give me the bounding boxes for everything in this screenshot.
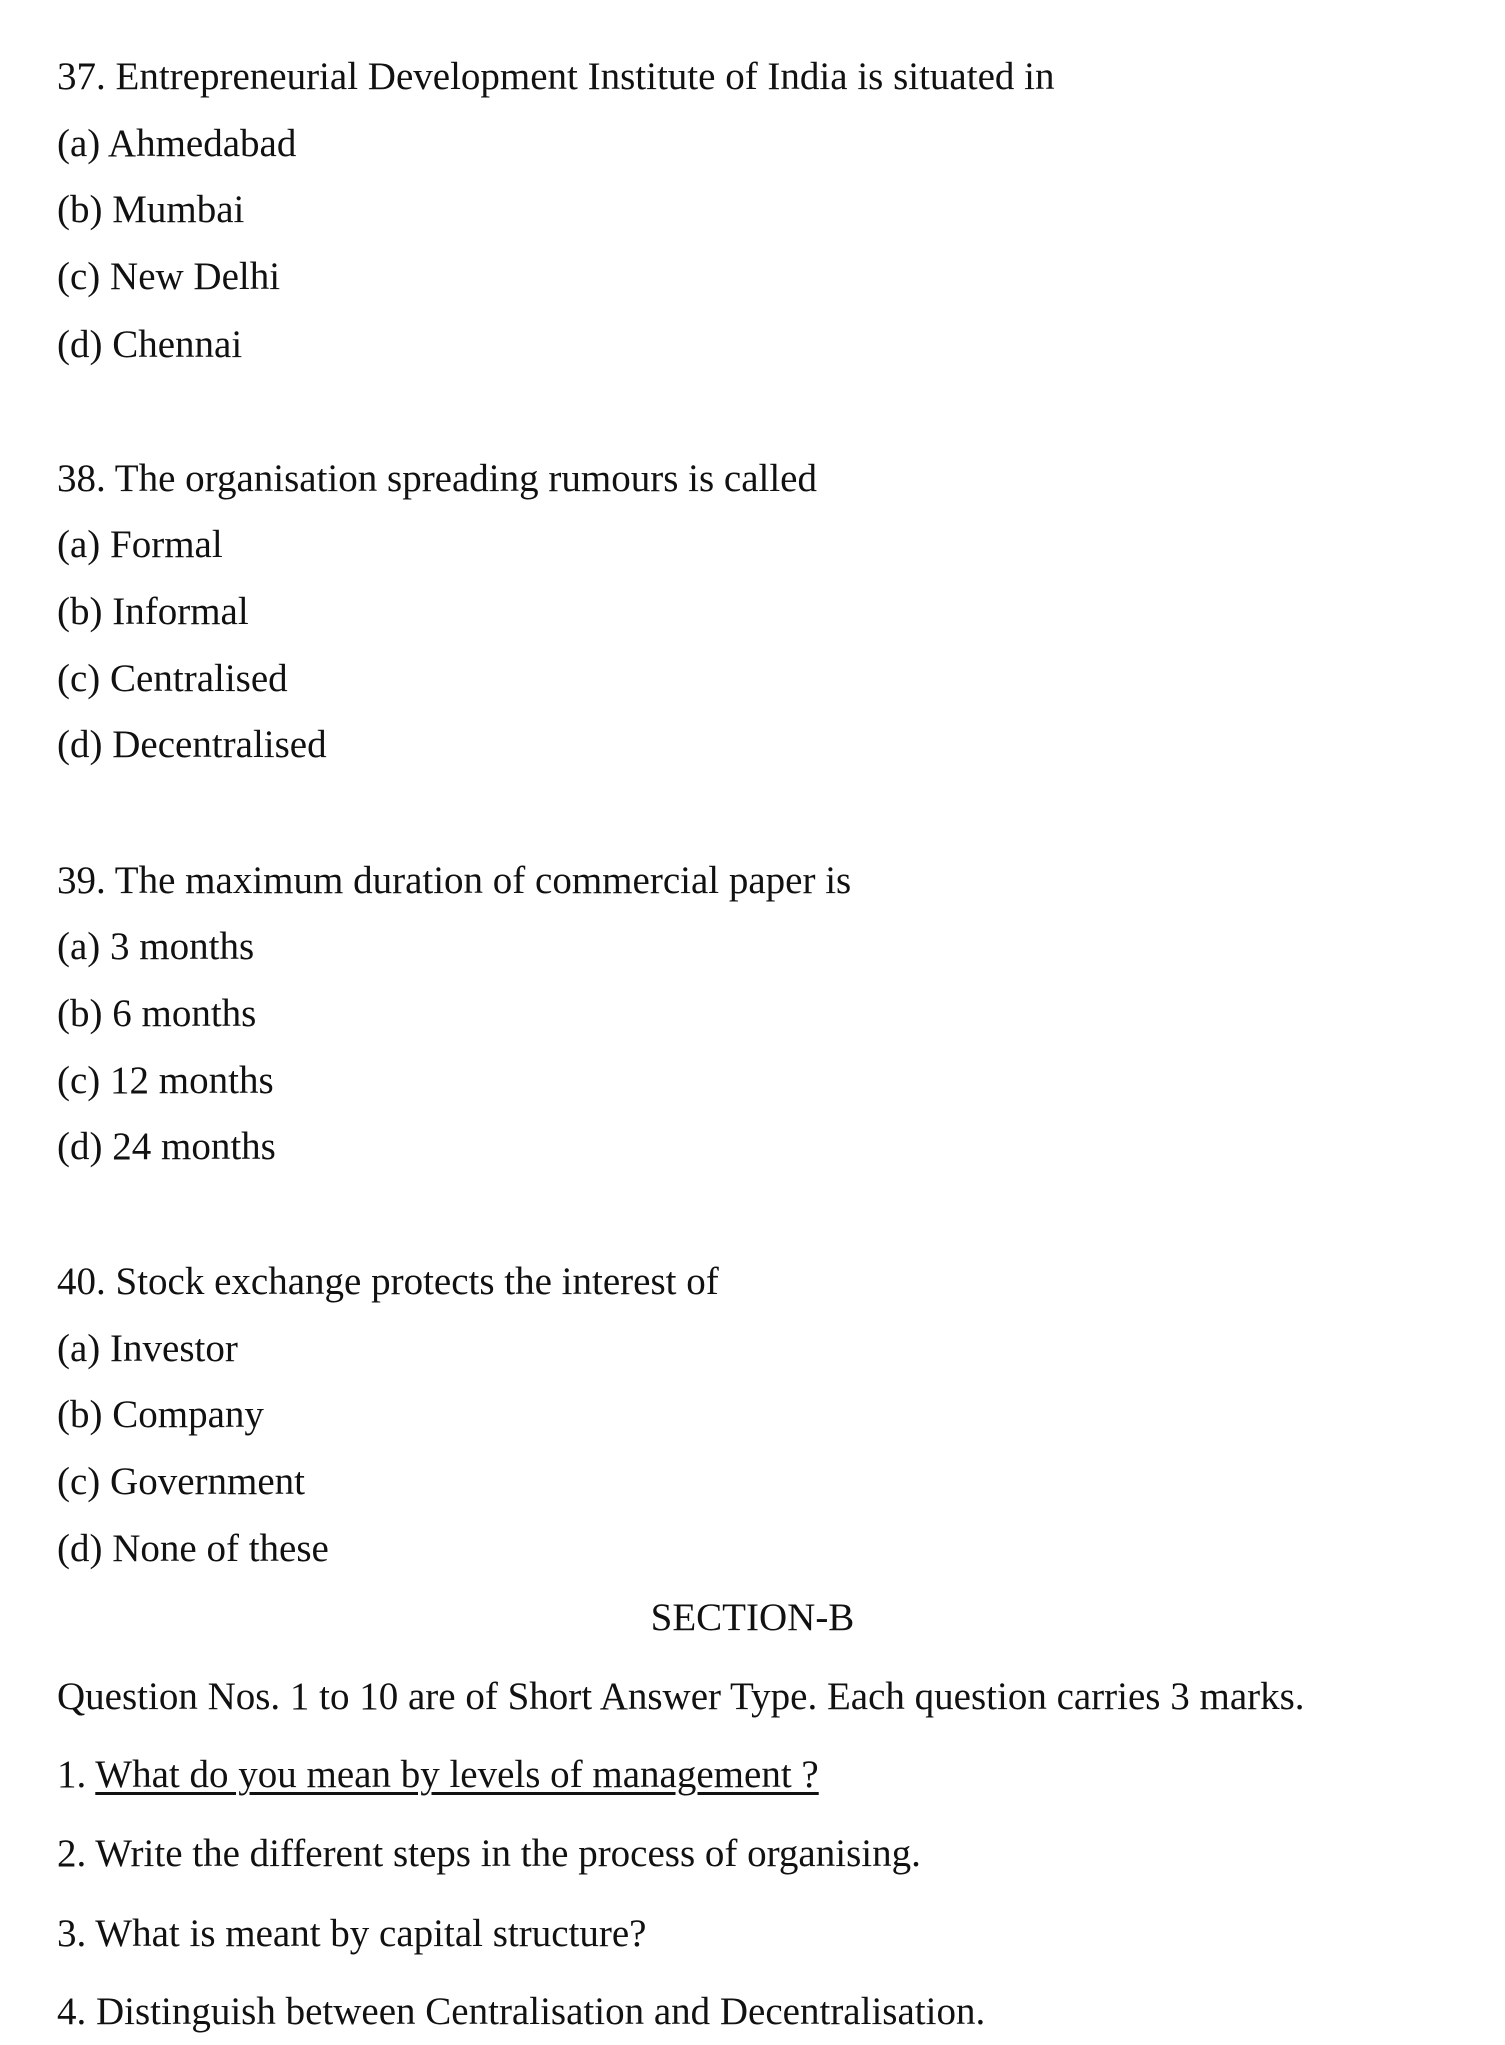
option-40-a xyxy=(57,1315,238,1382)
option-label: (b) xyxy=(57,992,103,1035)
option-text: 24 months xyxy=(112,1125,276,1168)
short-question-2 xyxy=(57,1820,921,1887)
question-text: Entrepreneurial Development Institute of India is situated in xyxy=(115,55,1055,98)
option-37-d xyxy=(57,311,242,378)
question-39 xyxy=(57,847,851,914)
option-label: (d) xyxy=(57,323,103,366)
section-b-instructions: Question Nos. 1 to 10 are of Short Answer Type. Each question carries 3 marks. xyxy=(57,1675,1305,1718)
question-number: 39. xyxy=(57,859,106,902)
option-40-d xyxy=(57,1515,329,1582)
option-text: Ahmedabad xyxy=(107,122,297,165)
option-text: Centralised xyxy=(110,657,288,700)
short-question-1 xyxy=(57,1741,819,1808)
option-text: Company xyxy=(112,1393,264,1436)
question-text: What do you mean by levels of management ? xyxy=(95,1753,819,1796)
option-text: 6 months xyxy=(112,992,257,1035)
option-37-c xyxy=(57,243,280,310)
option-38-d xyxy=(57,711,327,778)
option-label: (a) xyxy=(57,925,101,968)
short-question-3 xyxy=(57,1900,647,1967)
question-text: Distinguish between Centralisation and Decentralisation. xyxy=(96,1990,986,2033)
question-number: 40. xyxy=(57,1260,106,1303)
option-label: (b) xyxy=(57,188,103,231)
option-text: None of these xyxy=(112,1527,329,1570)
section-b-heading: SECTION-B xyxy=(650,1596,855,1639)
option-38-b xyxy=(57,578,249,645)
option-label: (b) xyxy=(57,590,103,633)
option-text: Chennai xyxy=(112,323,243,366)
option-40-b xyxy=(57,1381,264,1448)
option-39-a xyxy=(57,913,254,980)
question-number: 2. xyxy=(57,1832,87,1875)
option-39-d xyxy=(57,1113,276,1180)
option-37-a xyxy=(57,110,296,177)
question-number: 1. xyxy=(57,1753,87,1796)
question-number: 38. xyxy=(57,457,106,500)
question-37 xyxy=(57,43,1054,110)
question-text: Write the different steps in the process of organising. xyxy=(95,1832,921,1875)
option-label: (c) xyxy=(57,255,101,298)
option-label: (d) xyxy=(57,723,103,766)
question-40 xyxy=(57,1248,719,1315)
option-37-b xyxy=(57,176,244,243)
option-label: (b) xyxy=(57,1393,103,1436)
question-text: Stock exchange protects the interest of xyxy=(115,1260,719,1303)
option-text: 3 months xyxy=(110,925,255,968)
option-label: (c) xyxy=(57,1059,101,1102)
option-text: 12 months xyxy=(110,1059,274,1102)
option-label: (c) xyxy=(57,1460,101,1503)
option-label: (a) xyxy=(57,122,101,165)
question-text: The organisation spreading rumours is called xyxy=(114,457,817,500)
option-label: (a) xyxy=(57,1327,101,1370)
option-text: Formal xyxy=(110,523,223,566)
option-40-c xyxy=(57,1448,305,1515)
option-text: Investor xyxy=(110,1327,238,1370)
question-number: 37. xyxy=(57,55,106,98)
option-label: (d) xyxy=(57,1527,103,1570)
option-39-c xyxy=(57,1047,274,1114)
short-question-4 xyxy=(57,1978,985,2045)
option-text: Government xyxy=(110,1460,305,1503)
question-text: The maximum duration of commercial paper is xyxy=(114,859,852,902)
option-38-a xyxy=(57,511,223,578)
option-label: (c) xyxy=(57,657,101,700)
option-text: Mumbai xyxy=(112,188,245,231)
question-number: 3. xyxy=(57,1912,87,1955)
option-text: New Delhi xyxy=(110,255,281,298)
option-text: Decentralised xyxy=(112,723,327,766)
option-38-c xyxy=(57,645,288,712)
option-label: (d) xyxy=(57,1125,103,1168)
question-38 xyxy=(57,445,817,512)
option-39-b xyxy=(57,980,256,1047)
question-number: 4. xyxy=(57,1990,87,2033)
question-text: What is meant by capital structure? xyxy=(95,1912,647,1955)
option-label: (a) xyxy=(57,523,101,566)
option-text: Informal xyxy=(112,590,249,633)
